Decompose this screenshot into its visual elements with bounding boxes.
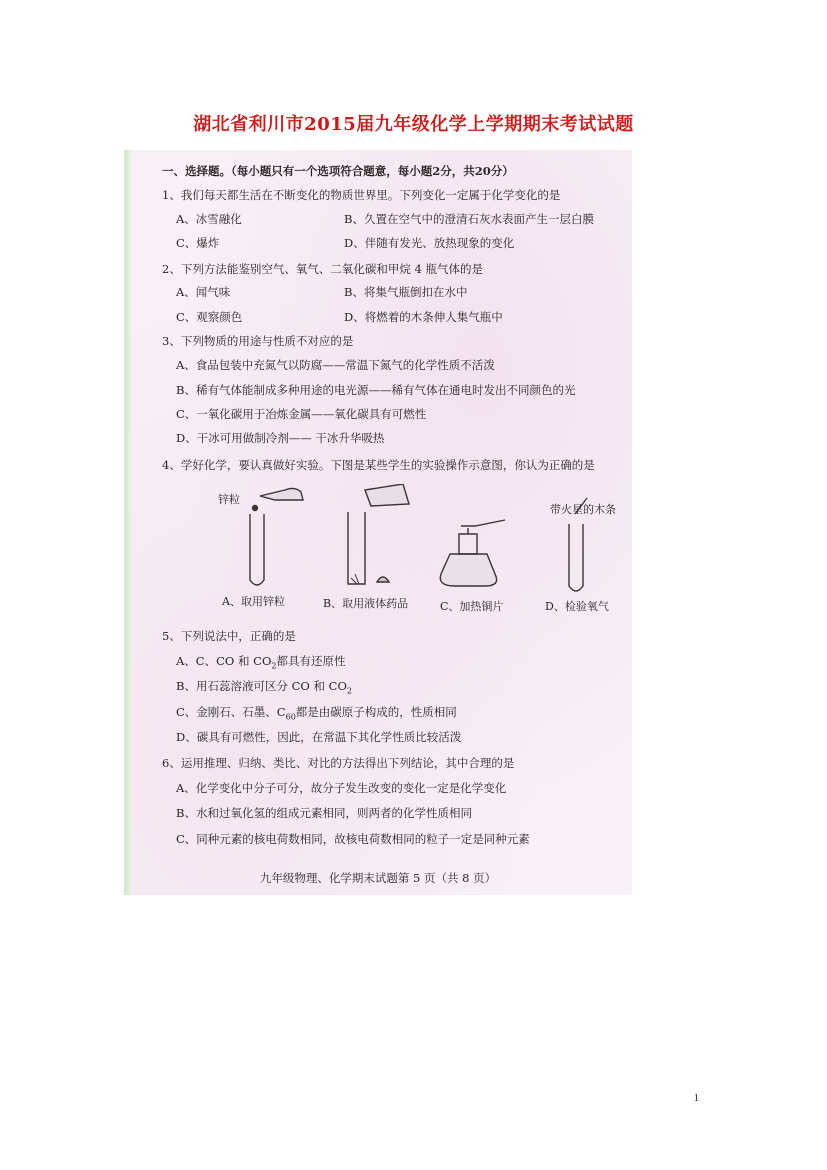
question-3-option-a: A、食品包装中充氮气以防腐——常温下氮气的化学性质不活泼 [176,358,495,372]
question-3-stem: 3、下列物质的用途与性质不对应的是 [162,334,354,348]
figure-caption-c: C、加热铜片 [440,600,504,613]
question-5-option-d [176,732,461,744]
page-number: 1 [693,1092,699,1104]
question-2-option-b: B、将集气瓶倒扣在水中 [344,285,468,299]
question-1-option-a: A、冰雪融化 [176,212,242,226]
option-text: A、C、CO 和 CO [176,654,272,668]
document-title: 湖北省利川市2015届九年级化学上学期期末考试试题 [193,114,634,135]
option-text: C、金刚石、石墨、C [176,705,286,719]
question-1-stem: 1、我们每天都生活在不断变化的物质世界里。下列变化一定属于化学变化的是 [162,188,561,202]
question-6-option-b: B、水和过氧化氢的组成元素相同，则两者的化学性质相同 [176,806,472,820]
option-text-after: 都具有还原性 [276,654,346,668]
subscript: 2 [346,686,352,696]
figure-a-test-tube [250,488,303,585]
figure-caption-a: A、取用锌粒 [222,595,285,608]
figure-caption-b: B、取用液体药品 [323,597,409,610]
question-2-option-c: C、观察颜色 [176,310,243,324]
subscript: 2 [271,661,277,671]
option-text: B、用石蕊溶液可区分 CO 和 CO [176,679,347,693]
question-6-stem: 6、运用推理、归纳、类比、对比的方法得出下列结论，其中合理的是 [162,756,515,770]
question-6-option-c: C、同种元素的核电荷数相同，故核电荷数相同的粒子一定是同种元素 [176,832,530,846]
figure-label-zinc: 锌粒 [218,493,240,506]
question-2-option-d: D、将燃着的木条伸人集气瓶中 [344,310,503,324]
figure-b-test-tube [348,484,409,584]
figure-label-splint: 带火星的木条 [550,503,616,516]
section-header: 一、选择题。（每小题只有一个选项符合题意，每小题2分，共20分） [162,164,514,178]
question-1-option-d: D、伴随有发光、放热现象的变化 [344,236,515,250]
question-3-option-d: D、干冰可用做制冷剂—— 干冰升华吸热 [176,431,385,445]
question-6-option-a: A、化学变化中分子可分，故分子发生改变的变化一定是化学变化 [176,781,507,795]
question-1-option-b: B、久置在空气中的澄清石灰水表面产生一层白膜 [344,212,594,226]
figure-c-heating [440,520,505,586]
figure-caption-d: D、检验氧气 [545,600,609,613]
question-2-stem: 2、下列方法能鉴别空气、氧气、二氧化碳和甲烷 4 瓶气体的是 [162,262,483,276]
subscript: 60 [285,712,296,722]
exam-page-footer: 九年级物理、化学期末试题第 5 页（共 8 页） [259,871,497,885]
question-3-option-c: C、一氧化碳用于冶炼金属——氧化碳具有可燃性 [176,407,427,421]
question-2-option-a: A、闻气味 [176,285,231,299]
question-3-option-b: B、稀有气体能制成多种用途的电光源——稀有气体在通电时发出不同颜色的光 [176,383,576,397]
scan-edge-strip [124,150,131,895]
question-5-option-c [176,707,457,721]
question-5-option-a [176,656,345,670]
question-4-stem: 4、学好化学，要认真做好实验。下图是某些学生的实验操作示意图，你认为正确的是 [162,458,595,472]
question-5-stem: 5、下列说法中，正确的是 [162,629,296,643]
question-5-option-b [176,681,352,695]
option-text: D、碳具有可燃性，因此，在常温下其化学性质比较活泼 [176,730,462,744]
question-1-option-c: C、爆炸 [176,236,220,250]
option-text-after: 都是由碳原子构成的，性质相同 [295,705,457,719]
